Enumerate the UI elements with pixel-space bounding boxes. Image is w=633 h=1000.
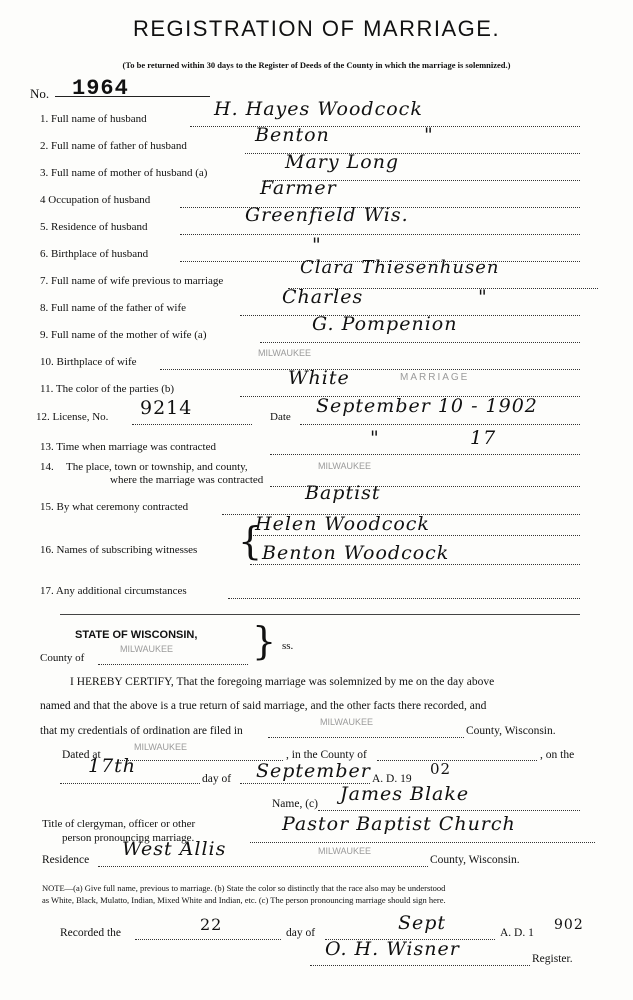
name-value: James Blake xyxy=(340,783,470,805)
field-16-label: 16. Names of subscribing witnesses xyxy=(40,544,198,556)
county-line xyxy=(98,664,248,665)
on-the-label: , on the xyxy=(540,749,575,761)
field-17-line xyxy=(228,598,580,599)
field-14-number: 14. xyxy=(40,461,54,473)
credentials-value: MILWAUKEE xyxy=(320,717,374,727)
certify-text-3: that my credentials of ordination are filed in xyxy=(40,725,243,737)
field-2-ditto: " xyxy=(424,124,434,146)
form-title: REGISTRATION OF MARRIAGE. xyxy=(132,16,501,41)
field-13-ditto: " xyxy=(370,427,380,449)
name-label: Name, (c) xyxy=(272,798,318,810)
field-13-label: 13. Time when marriage was contracted xyxy=(40,441,216,453)
field-12-date-label: Date xyxy=(270,411,291,423)
day-value: 17th xyxy=(88,755,137,777)
county-of-label: , in the County of xyxy=(286,749,367,761)
state-brace: } xyxy=(252,619,277,663)
field-12-line xyxy=(132,424,252,425)
form-subtitle: (To be returned within 30 days to the Register of Deeds of the County in which the marriage is solemnized.) xyxy=(122,60,511,70)
field-1-label: 1. Full name of husband xyxy=(40,113,147,125)
title-label-1: Title of clergyman, officer or other xyxy=(42,818,196,830)
register-line xyxy=(310,965,530,966)
field-10-line xyxy=(160,369,580,370)
field-17-label: 17. Any additional circumstances xyxy=(40,585,187,597)
field-3-label: 3. Full name of mother of husband (a) xyxy=(40,167,208,179)
county-label: County of xyxy=(40,652,85,664)
dated-label: Dated at xyxy=(62,749,101,761)
month-value: September xyxy=(256,760,371,782)
field-16-brace: { xyxy=(238,519,263,563)
recorded-day-of: day of xyxy=(286,927,316,939)
field-14-label-2: where the marriage was contracted xyxy=(110,474,264,486)
field-9-value: G. Pompenion xyxy=(312,313,458,335)
field-11-value: White xyxy=(288,367,350,389)
field-11-stamp: MARRIAGE xyxy=(400,372,470,383)
field-10-label: 10. Birthplace of wife xyxy=(40,356,137,368)
field-14-label-1: The place, town or township, and county, xyxy=(66,461,248,473)
field-7-label: 7. Full name of wife previous to marriage xyxy=(40,275,224,287)
note-line-1: NOTE—(a) Give full name, previous to marriage. (b) State the color so distinctly that the race also may be understood xyxy=(42,883,446,893)
field-12-value: 9214 xyxy=(140,397,193,419)
record-number-value: 1964 xyxy=(72,76,129,101)
field-16-witness-1: Helen Woodcock xyxy=(255,513,430,535)
ss-label: ss. xyxy=(282,640,294,652)
credentials-line xyxy=(268,737,464,738)
recorded-label: Recorded the xyxy=(60,927,121,939)
note-line-2: as White, Black, Mulatto, Indian, Mixed White and Indian, etc. (c) The person pronouncing marriage should sign here. xyxy=(42,895,446,905)
title-value: Pastor Baptist Church xyxy=(282,813,516,835)
field-6-value: " xyxy=(312,234,322,256)
field-16-line-1 xyxy=(250,535,580,536)
recorded-month: Sept xyxy=(398,912,447,934)
certify-text-2: named and that the above is a true return of said marriage, and the other facts there recorded, and xyxy=(40,700,487,712)
field-8-value: Charles xyxy=(282,286,364,308)
field-10-value: MILWAUKEE xyxy=(258,348,312,358)
field-15-label: 15. By what ceremony contracted xyxy=(40,501,189,513)
field-12-date-line xyxy=(300,424,580,425)
dated-value: MILWAUKEE xyxy=(134,742,188,752)
field-4-value: Farmer xyxy=(260,177,337,199)
day-of-label: day of xyxy=(202,773,232,785)
title-label-2: person pronouncing marriage. xyxy=(62,832,195,844)
field-13-value: 17 xyxy=(470,427,497,449)
field-6-label: 6. Birthplace of husband xyxy=(40,248,149,260)
field-14-value: MILWAUKEE xyxy=(318,461,372,471)
ad-label: A. D. 19 xyxy=(372,773,412,785)
field-5-label: 5. Residence of husband xyxy=(40,221,148,233)
section-divider xyxy=(60,614,580,615)
recorded-ad: A. D. 1 xyxy=(500,927,534,939)
field-3-value: Mary Long xyxy=(285,151,400,173)
field-5-line xyxy=(180,234,580,235)
certify-text-1: I HEREBY CERTIFY, That the foregoing marriage was solemnized by me on the day above xyxy=(70,676,495,688)
residence-value: West Allis xyxy=(122,838,227,860)
certify-text-3-suffix: County, Wisconsin. xyxy=(466,725,556,737)
name-line xyxy=(318,810,580,811)
residence-faint: MILWAUKEE xyxy=(318,846,372,856)
field-15-value: Baptist xyxy=(305,482,381,504)
field-1-value: H. Hayes Woodcock xyxy=(214,98,423,120)
year-value: 02 xyxy=(430,760,452,778)
day-line xyxy=(60,783,200,784)
field-4-label: 4 Occupation of husband xyxy=(40,194,151,206)
residence-line xyxy=(98,866,428,867)
field-8-ditto: " xyxy=(478,286,488,308)
field-1-line xyxy=(190,126,580,127)
title-line xyxy=(250,842,595,843)
recorded-day: 22 xyxy=(200,915,223,934)
field-16-witness-2: Benton Woodcock xyxy=(262,542,450,564)
field-2-value: Benton xyxy=(255,124,330,146)
field-8-label: 8. Full name of the father of wife xyxy=(40,302,187,314)
field-13-line xyxy=(270,454,580,455)
field-9-label: 9. Full name of the mother of wife (a) xyxy=(40,329,207,341)
residence-label: Residence xyxy=(42,854,90,866)
register-label: Register. xyxy=(532,953,573,965)
record-number-label: No. xyxy=(30,86,50,101)
field-2-label: 2. Full name of father of husband xyxy=(40,140,187,152)
residence-suffix: County, Wisconsin. xyxy=(430,854,520,866)
field-16-line-2 xyxy=(250,564,580,565)
register-signature: O. H. Wisner xyxy=(325,938,460,960)
field-5-value: Greenfield Wis. xyxy=(245,204,409,226)
state-label: STATE OF WISCONSIN, xyxy=(75,629,198,641)
county-of-line xyxy=(377,760,537,761)
county-value: MILWAUKEE xyxy=(120,644,174,654)
field-11-label: 11. The color of the parties (b) xyxy=(40,383,175,395)
field-12-label: 12. License, No. xyxy=(36,411,109,423)
field-9-line xyxy=(260,342,580,343)
recorded-line xyxy=(135,939,281,940)
recorded-year: 902 xyxy=(554,917,584,933)
field-12-date-value: September 10 - 1902 xyxy=(316,395,538,417)
field-7-value: Clara Thiesenhusen xyxy=(300,257,500,278)
